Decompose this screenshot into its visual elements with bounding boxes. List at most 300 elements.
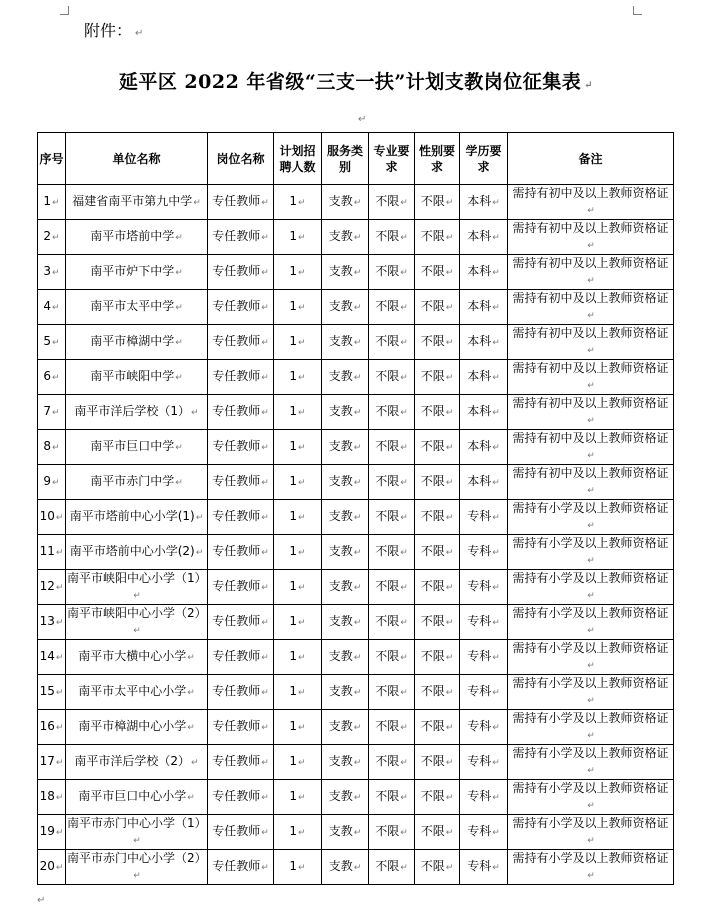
row-gender [415, 500, 460, 535]
row-note-text: 需持有小学及以上教师资格证 [512, 536, 669, 550]
row-unit [66, 255, 208, 290]
header-post: 岗位名称 [208, 133, 274, 185]
row-type-text: 支教 [328, 684, 353, 698]
cell-end-mark-icon: ↵ [261, 233, 269, 243]
row-note-text: 需持有小学及以上教师资格证 [512, 746, 669, 760]
row-type-text: 支教 [328, 544, 353, 558]
row-no [38, 605, 66, 640]
attachment-label-line [84, 18, 143, 41]
recruitment-table [37, 132, 674, 885]
cell-end-mark-icon: ↵ [445, 723, 454, 733]
row-no-text: 6 [43, 369, 52, 383]
row-note [508, 815, 674, 850]
row-major [369, 500, 415, 535]
row-type [322, 395, 369, 430]
row-major [369, 535, 415, 570]
table-row [38, 255, 674, 290]
cell-end-mark-icon: ↵ [353, 863, 362, 873]
row-count [274, 675, 322, 710]
cell-end-mark-icon: ↵ [445, 478, 454, 488]
row-gender-text: 不限 [420, 649, 445, 663]
row-note [508, 430, 674, 465]
cell-end-mark-icon: ↵ [261, 723, 269, 733]
cell-end-mark-icon: ↵ [55, 513, 64, 523]
cell-end-mark-icon: ↵ [353, 723, 362, 733]
row-edu [460, 395, 508, 430]
row-unit-text: 南平市塔前中学 [90, 229, 175, 243]
cell-end-mark-icon: ↵ [400, 478, 408, 488]
row-type [322, 570, 369, 605]
row-gender-text: 不限 [420, 614, 445, 628]
cell-end-mark-icon: ↵ [492, 443, 500, 453]
cell-end-mark-icon: ↵ [52, 443, 60, 453]
row-count-text: 1 [289, 369, 298, 383]
row-major [369, 710, 415, 745]
row-gender-text: 不限 [420, 299, 445, 313]
row-unit [66, 360, 208, 395]
row-type-text: 支教 [328, 509, 353, 523]
cell-end-mark-icon: ↵ [261, 443, 269, 453]
row-no-text: 15 [39, 684, 55, 698]
row-edu [460, 430, 508, 465]
row-note [508, 360, 674, 395]
cell-end-mark-icon: ↵ [133, 591, 141, 601]
cell-end-mark-icon: ↵ [187, 688, 195, 698]
row-unit [66, 465, 208, 500]
cell-end-mark-icon: ↵ [400, 688, 408, 698]
cell-end-mark-icon: ↵ [353, 793, 362, 803]
row-gender [415, 465, 460, 500]
row-type-text: 支教 [328, 474, 353, 488]
row-no-text: 5 [43, 334, 52, 348]
row-type-text: 支教 [328, 614, 353, 628]
cell-end-mark-icon: ↵ [445, 548, 454, 558]
row-major-text: 不限 [375, 719, 400, 733]
row-post-text: 专任教师 [212, 439, 261, 453]
row-edu-text: 本科 [467, 229, 492, 243]
row-count-text: 1 [289, 544, 298, 558]
row-post [208, 465, 274, 500]
row-note [508, 535, 674, 570]
row-major-text: 不限 [375, 754, 400, 768]
row-type [322, 815, 369, 850]
row-no-text: 13 [39, 614, 55, 628]
cell-end-mark-icon: ↵ [261, 618, 269, 628]
row-note [508, 675, 674, 710]
row-edu-text: 专科 [467, 859, 492, 873]
row-count [274, 220, 322, 255]
cell-end-mark-icon: ↵ [298, 478, 306, 488]
page-corner-mark-left [60, 6, 69, 15]
cell-end-mark-icon: ↵ [445, 338, 454, 348]
cell-end-mark-icon: ↵ [52, 303, 60, 313]
row-unit-text: 南平市太平中学 [90, 299, 175, 313]
cell-end-mark-icon: ↵ [261, 198, 269, 208]
row-gender [415, 605, 460, 640]
row-no-text: 16 [39, 719, 55, 733]
row-note [508, 605, 674, 640]
cell-end-mark-icon: ↵ [445, 758, 454, 768]
cell-end-mark-icon: ↵ [52, 198, 60, 208]
cell-end-mark-icon: ↵ [492, 303, 500, 313]
row-post-text: 专任教师 [212, 614, 261, 628]
row-gender-text: 不限 [420, 474, 445, 488]
row-major-text: 不限 [375, 264, 400, 278]
row-type [322, 605, 369, 640]
row-edu [460, 605, 508, 640]
row-edu-text: 专科 [467, 824, 492, 838]
row-type-text: 支教 [328, 579, 353, 593]
cell-end-mark-icon: ↵ [400, 863, 408, 873]
cell-end-mark-icon: ↵ [492, 373, 500, 383]
row-note [508, 185, 674, 220]
row-post [208, 185, 274, 220]
row-count-text: 1 [289, 824, 298, 838]
row-post-text: 专任教师 [212, 824, 261, 838]
cell-end-mark-icon: ↵ [298, 828, 306, 838]
row-major-text: 不限 [375, 439, 400, 453]
row-post-text: 专任教师 [212, 649, 261, 663]
cell-end-mark-icon: ↵ [261, 338, 269, 348]
row-no-text: 8 [43, 439, 52, 453]
row-no [38, 745, 66, 780]
row-edu-text: 专科 [467, 649, 492, 663]
row-unit [66, 500, 208, 535]
header-major: 专业要求 [369, 133, 415, 185]
row-gender [415, 325, 460, 360]
cell-end-mark-icon: ↵ [52, 233, 60, 243]
row-count [274, 465, 322, 500]
cell-end-mark-icon: ↵ [492, 478, 500, 488]
row-no [38, 500, 66, 535]
cell-end-mark-icon: ↵ [400, 513, 408, 523]
row-no-text: 17 [39, 754, 55, 768]
attachment-label: 附件： [84, 21, 133, 40]
cell-end-mark-icon: ↵ [445, 618, 454, 628]
header-edu: 学历要求 [460, 133, 508, 185]
row-type [322, 430, 369, 465]
cell-end-mark-icon: ↵ [353, 653, 362, 663]
cell-end-mark-icon: ↵ [298, 618, 306, 628]
cell-end-mark-icon: ↵ [193, 198, 201, 208]
table-row [38, 815, 674, 850]
row-type-text: 支教 [328, 754, 353, 768]
row-unit-text: 南平市巨口中心小学 [78, 789, 187, 803]
row-post [208, 395, 274, 430]
row-major-text: 不限 [375, 649, 400, 663]
row-note [508, 710, 674, 745]
cell-end-mark-icon: ↵ [55, 618, 64, 628]
row-type-text: 支教 [328, 334, 353, 348]
row-note-text: 需持有初中及以上教师资格证 [512, 186, 669, 200]
row-count [274, 325, 322, 360]
row-major-text: 不限 [375, 824, 400, 838]
cell-end-mark-icon: ↵ [187, 723, 195, 733]
row-edu [460, 220, 508, 255]
row-gender [415, 290, 460, 325]
row-no-text: 14 [39, 649, 55, 663]
row-type-text: 支教 [328, 264, 353, 278]
row-edu [460, 185, 508, 220]
row-post-text: 专任教师 [212, 719, 261, 733]
row-no-text: 3 [43, 264, 52, 278]
row-type [322, 745, 369, 780]
cell-end-mark-icon: ↵ [298, 338, 306, 348]
row-major-text: 不限 [375, 334, 400, 348]
cell-end-mark-icon: ↵ [261, 793, 269, 803]
paragraph-mark-icon: ↵ [37, 895, 46, 906]
row-edu [460, 570, 508, 605]
cell-end-mark-icon: ↵ [55, 653, 64, 663]
cell-end-mark-icon: ↵ [298, 198, 306, 208]
row-type [322, 710, 369, 745]
row-unit [66, 535, 208, 570]
cell-end-mark-icon: ↵ [298, 443, 306, 453]
row-count-text: 1 [289, 789, 298, 803]
row-gender [415, 850, 460, 885]
row-edu-text: 本科 [467, 299, 492, 313]
row-note-text: 需持有初中及以上教师资格证 [512, 221, 669, 235]
cell-end-mark-icon: ↵ [587, 451, 595, 461]
table-row [38, 325, 674, 360]
row-type [322, 465, 369, 500]
cell-end-mark-icon: ↵ [445, 443, 454, 453]
row-gender [415, 255, 460, 290]
row-no [38, 290, 66, 325]
cell-end-mark-icon: ↵ [353, 268, 362, 278]
row-note [508, 850, 674, 885]
row-edu [460, 815, 508, 850]
row-post [208, 710, 274, 745]
cell-end-mark-icon: ↵ [298, 268, 306, 278]
row-gender [415, 430, 460, 465]
row-unit-text: 南平市樟湖中心小学 [78, 719, 187, 733]
row-type-text: 支教 [328, 404, 353, 418]
cell-end-mark-icon: ↵ [261, 548, 269, 558]
row-no [38, 255, 66, 290]
cell-end-mark-icon: ↵ [492, 688, 500, 698]
row-post [208, 220, 274, 255]
row-edu-text: 专科 [467, 509, 492, 523]
cell-end-mark-icon: ↵ [587, 836, 595, 846]
row-count [274, 290, 322, 325]
row-count-text: 1 [289, 474, 298, 488]
row-count [274, 570, 322, 605]
table-row [38, 465, 674, 500]
row-edu [460, 255, 508, 290]
cell-end-mark-icon: ↵ [587, 346, 595, 356]
row-count [274, 850, 322, 885]
cell-end-mark-icon: ↵ [492, 338, 500, 348]
row-no [38, 395, 66, 430]
table-row [38, 290, 674, 325]
cell-end-mark-icon: ↵ [261, 688, 269, 698]
row-major-text: 不限 [375, 509, 400, 523]
cell-end-mark-icon: ↵ [261, 268, 269, 278]
row-type [322, 500, 369, 535]
row-gender [415, 360, 460, 395]
cell-end-mark-icon: ↵ [587, 731, 595, 741]
row-post [208, 360, 274, 395]
row-edu-text: 本科 [467, 474, 492, 488]
cell-end-mark-icon: ↵ [261, 478, 269, 488]
row-major [369, 360, 415, 395]
row-major [369, 850, 415, 885]
table-row [38, 500, 674, 535]
cell-end-mark-icon: ↵ [492, 863, 500, 873]
row-edu [460, 640, 508, 675]
row-post [208, 325, 274, 360]
cell-end-mark-icon: ↵ [353, 618, 362, 628]
row-post [208, 255, 274, 290]
row-post [208, 850, 274, 885]
row-edu-text: 专科 [467, 719, 492, 733]
row-note-text: 需持有初中及以上教师资格证 [512, 466, 669, 480]
row-edu-text: 专科 [467, 754, 492, 768]
table-header-row [38, 133, 674, 185]
row-gender [415, 640, 460, 675]
row-type-text: 支教 [328, 824, 353, 838]
row-gender [415, 535, 460, 570]
cell-end-mark-icon: ↵ [353, 303, 362, 313]
row-post [208, 815, 274, 850]
row-edu-text: 专科 [467, 544, 492, 558]
cell-end-mark-icon: ↵ [353, 548, 362, 558]
cell-end-mark-icon: ↵ [492, 513, 500, 523]
row-no-text: 10 [39, 509, 55, 523]
row-note-text: 需持有初中及以上教师资格证 [512, 396, 669, 410]
row-note-text: 需持有小学及以上教师资格证 [512, 851, 669, 865]
row-post-text: 专任教师 [212, 509, 261, 523]
cell-end-mark-icon: ↵ [298, 548, 306, 558]
row-no-text: 2 [43, 229, 52, 243]
row-major-text: 不限 [375, 544, 400, 558]
cell-end-mark-icon: ↵ [353, 513, 362, 523]
row-note-text: 需持有初中及以上教师资格证 [512, 361, 669, 375]
row-major-text: 不限 [375, 579, 400, 593]
cell-end-mark-icon: ↵ [445, 793, 454, 803]
row-major [369, 255, 415, 290]
row-unit-text: 南平市赤门中心小学（2） [67, 851, 207, 865]
paragraph-mark-icon: ↵ [135, 28, 144, 39]
row-note [508, 325, 674, 360]
row-unit [66, 185, 208, 220]
row-gender [415, 710, 460, 745]
cell-end-mark-icon: ↵ [298, 373, 306, 383]
cell-end-mark-icon: ↵ [52, 408, 60, 418]
paragraph-mark-icon: ↵ [584, 80, 594, 91]
row-note [508, 780, 674, 815]
row-no [38, 850, 66, 885]
row-edu-text: 本科 [467, 439, 492, 453]
page-corner-mark-right [633, 6, 642, 15]
cell-end-mark-icon: ↵ [587, 696, 595, 706]
row-count [274, 605, 322, 640]
cell-end-mark-icon: ↵ [261, 758, 269, 768]
cell-end-mark-icon: ↵ [445, 303, 454, 313]
cell-end-mark-icon: ↵ [298, 723, 306, 733]
row-no [38, 325, 66, 360]
row-edu [460, 780, 508, 815]
row-gender-text: 不限 [420, 579, 445, 593]
row-edu-text: 专科 [467, 579, 492, 593]
row-unit-text: 南平市樟湖中学 [90, 334, 175, 348]
row-note-text: 需持有初中及以上教师资格证 [512, 431, 669, 445]
row-count-text: 1 [289, 439, 298, 453]
row-post-text: 专任教师 [212, 754, 261, 768]
cell-end-mark-icon: ↵ [400, 268, 408, 278]
row-unit-text: 南平市赤门中心小学（1） [67, 816, 207, 830]
row-edu [460, 710, 508, 745]
row-gender-text: 不限 [420, 509, 445, 523]
paragraph-mark-icon: ↵ [358, 114, 367, 125]
row-post-text: 专任教师 [212, 334, 261, 348]
cell-end-mark-icon: ↵ [353, 408, 362, 418]
cell-end-mark-icon: ↵ [400, 198, 408, 208]
row-no-text: 1 [43, 194, 52, 208]
row-note [508, 290, 674, 325]
cell-end-mark-icon: ↵ [445, 688, 454, 698]
row-major-text: 不限 [375, 614, 400, 628]
header-unit: 单位名称 [66, 133, 208, 185]
row-note [508, 255, 674, 290]
row-type-text: 支教 [328, 299, 353, 313]
row-unit-text: 南平市洋后学校（2） [74, 754, 191, 768]
cell-end-mark-icon: ↵ [400, 618, 408, 628]
cell-end-mark-icon: ↵ [261, 863, 269, 873]
cell-end-mark-icon: ↵ [187, 793, 195, 803]
cell-end-mark-icon: ↵ [298, 408, 306, 418]
row-gender-text: 不限 [420, 824, 445, 838]
row-post-text: 专任教师 [212, 264, 261, 278]
row-type [322, 185, 369, 220]
row-count-text: 1 [289, 614, 298, 628]
table-row [38, 780, 674, 815]
row-major-text: 不限 [375, 474, 400, 488]
cell-end-mark-icon: ↵ [298, 233, 306, 243]
cell-end-mark-icon: ↵ [353, 758, 362, 768]
cell-end-mark-icon: ↵ [298, 513, 306, 523]
cell-end-mark-icon: ↵ [492, 618, 500, 628]
row-gender [415, 395, 460, 430]
row-edu [460, 500, 508, 535]
row-count [274, 710, 322, 745]
table-row [38, 640, 674, 675]
cell-end-mark-icon: ↵ [55, 828, 64, 838]
row-major-text: 不限 [375, 229, 400, 243]
row-count [274, 360, 322, 395]
row-count-text: 1 [289, 859, 298, 873]
row-type-text: 支教 [328, 859, 353, 873]
row-count [274, 815, 322, 850]
row-count [274, 185, 322, 220]
row-major-text: 不限 [375, 404, 400, 418]
cell-end-mark-icon: ↵ [587, 276, 595, 286]
row-major-text: 不限 [375, 789, 400, 803]
row-major [369, 745, 415, 780]
header-no: 序号 [38, 133, 66, 185]
row-count [274, 395, 322, 430]
row-count-text: 1 [289, 404, 298, 418]
row-post-text: 专任教师 [212, 474, 261, 488]
row-count-text: 1 [289, 684, 298, 698]
row-major [369, 430, 415, 465]
cell-end-mark-icon: ↵ [52, 478, 60, 488]
row-gender [415, 220, 460, 255]
cell-end-mark-icon: ↵ [55, 583, 64, 593]
row-gender-text: 不限 [420, 859, 445, 873]
cell-end-mark-icon: ↵ [400, 758, 408, 768]
